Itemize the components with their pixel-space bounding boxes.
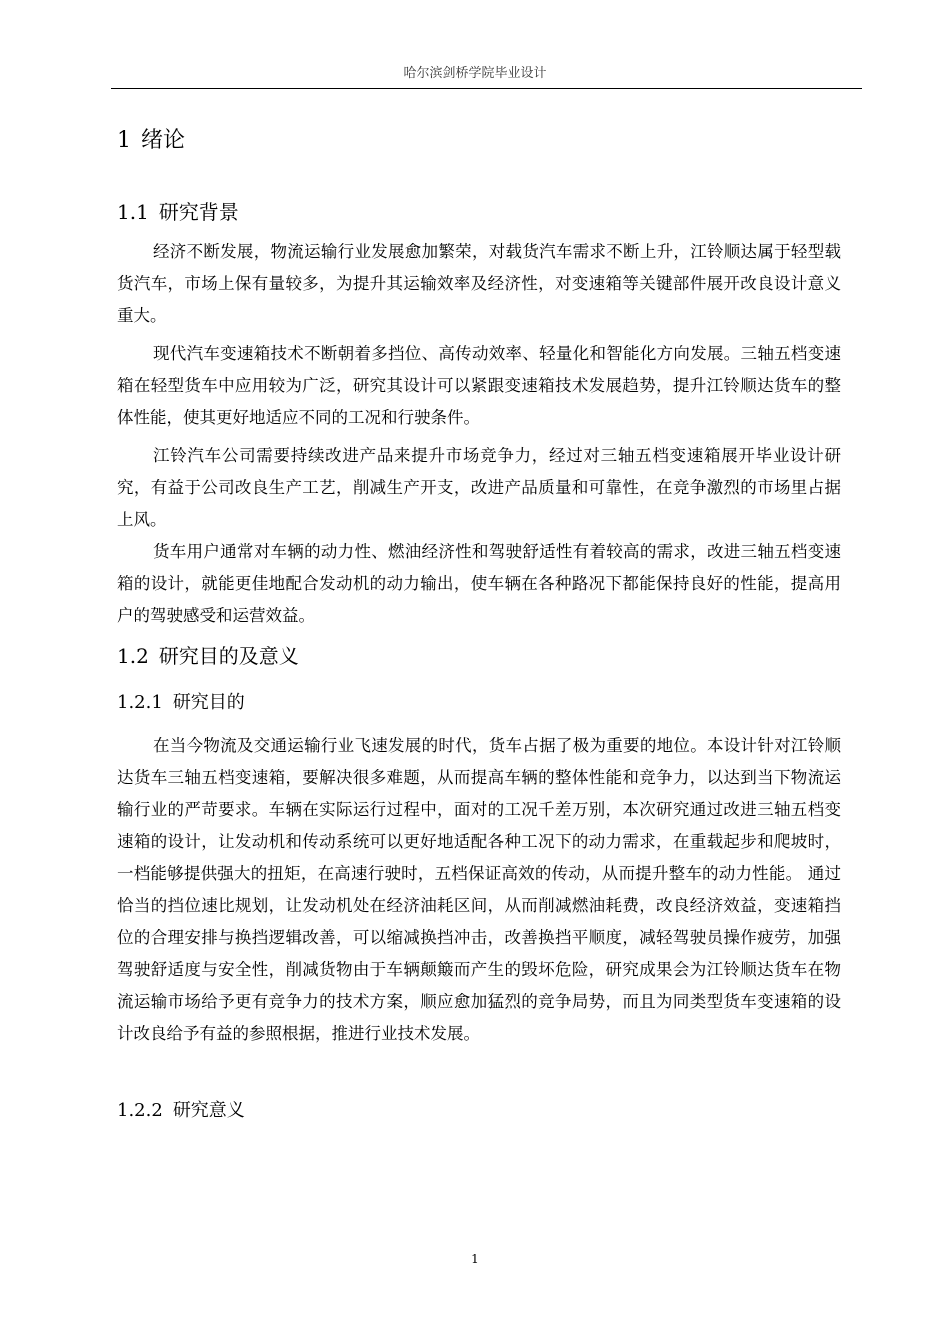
subsection-title: 研究意义 xyxy=(172,1100,245,1121)
chapter-number: 1 xyxy=(117,128,131,153)
page-header-title: 哈尔滨剑桥学院毕业设计 xyxy=(403,66,547,81)
subsection-number: 1.2.1 xyxy=(117,692,163,713)
header-divider xyxy=(111,88,862,89)
subsection-title: 研究目的 xyxy=(172,692,245,713)
page-number: 1 xyxy=(471,1252,479,1266)
section-heading xyxy=(117,198,239,226)
chapter-heading xyxy=(117,126,185,156)
subsection-heading xyxy=(117,1098,245,1124)
paragraph: 江铃汽车公司需要持续改进产品来提升市场竞争力，经过对三轴五档变速箱展开毕业设计研究，有益于公司改良生产工艺，削减生产开支，改进产品质量和可靠性，在竞争激烈的市场里占据上风。 xyxy=(117,446,841,529)
paragraph: 现代汽车变速箱技术不断朝着多挡位、高传动效率、轻量化和智能化方向发展。三轴五档变速箱在轻型货车中应用较为广泛，研究其设计可以紧跟变速箱技术发展趋势，提升江铃顺达货车的整体性能，使其更好地适应不同的工况和行驶条件。 xyxy=(117,344,841,427)
section-number: 1.1 xyxy=(117,200,149,224)
section-title: 研究背景 xyxy=(158,200,239,224)
chapter-title: 绪论 xyxy=(141,128,186,153)
paragraph: 货车用户通常对车辆的动力性、燃油经济性和驾驶舒适性有着较高的需求，改进三轴五档变速箱的设计，就能更佳地配合发动机的动力输出，使车辆在各种路况下都能保持良好的性能，提高用户的驾驶感受和运营效益。 xyxy=(117,542,841,625)
section-heading xyxy=(117,642,299,670)
section-title: 研究目的及意义 xyxy=(158,644,299,668)
subsection-number: 1.2.2 xyxy=(117,1100,163,1121)
paragraph: 经济不断发展，物流运输行业发展愈加繁荣，对载货汽车需求不断上升，江铃顺达属于轻型载货汽车，市场上保有量较多，为提升其运输效率及经济性，对变速箱等关键部件展开改良设计意义重大。 xyxy=(117,242,841,325)
paragraph: 在当今物流及交通运输行业飞速发展的时代，货车占据了极为重要的地位。本设计针对江铃顺达货车三轴五档变速箱，要解决很多难题，从而提高车辆的整体性能和竞争力，以达到当下物流运输行业的严苛要求。车辆在实际运行过程中，面对的工况千差万别，本次研究通过改进三轴五档变速箱的设计，让发动机和传动系统可以更好地适配各种工况下的动力需求，在重载起步和爬坡时，一档能够提供强大的扭矩，在高速行驶时，五档保证高效的传动，从而提升整车的动力性能。 通过恰当的挡位速比规划，让发动机处在经济油耗区间，从而削减燃油耗费，改良经济效益，变速箱挡位的合理安排与换挡逻辑改善，可以缩减换挡冲击，改善换挡平顺度，减轻驾驶员操作疲劳，加强驾驶舒适度与安全性，削减货物由于车辆颠簸而产生的毁坏危险，研究成果会为江铃顺达货车在物流运输市场给予更有竞争力的技术方案，顺应愈加猛烈的竞争局势，而且为同类型货车变速箱的设计改良给予有益的参照根据，推进行业技术发展。 xyxy=(117,736,841,1043)
subsection-heading xyxy=(117,690,245,716)
section-number: 1.2 xyxy=(117,644,149,668)
